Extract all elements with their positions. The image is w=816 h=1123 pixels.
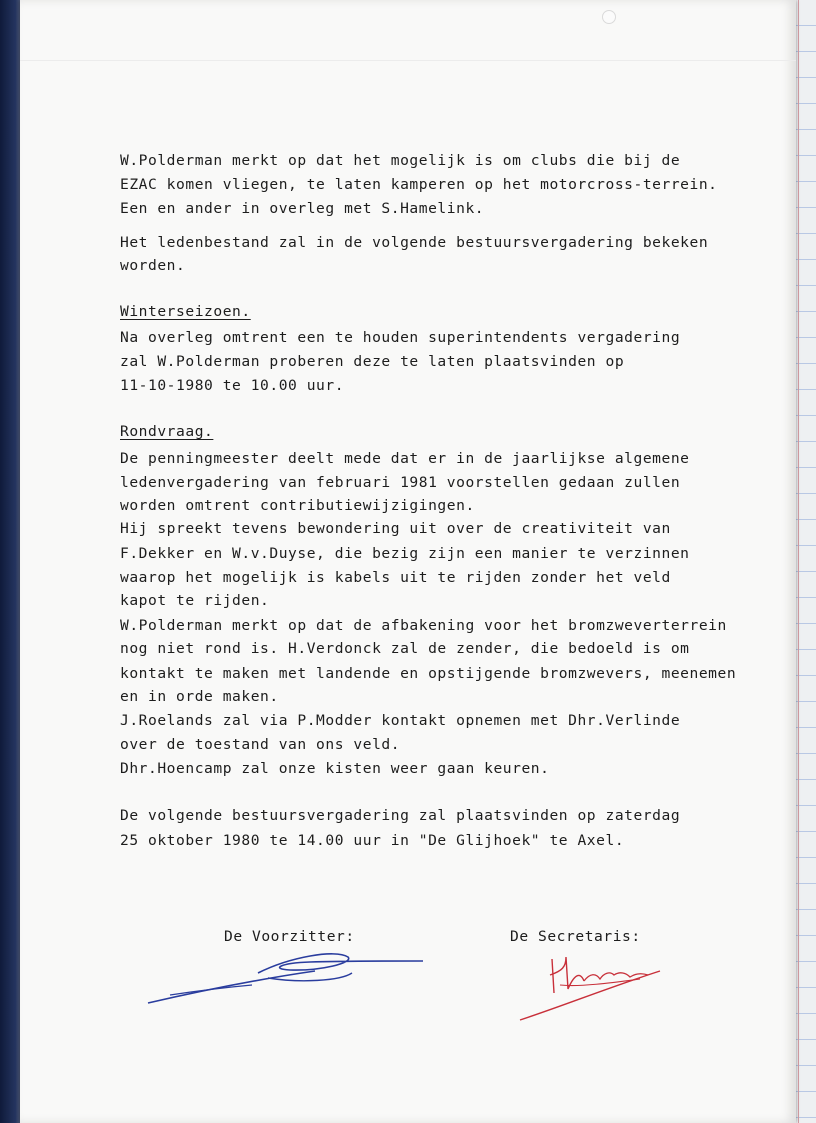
fold-line [20, 60, 796, 61]
winter-heading: Winterseizoen. [120, 303, 251, 320]
winter-line-3: 11-10-1980 te 10.00 uur. [120, 377, 345, 394]
rond-line-12: J.Roelands zal via P.Modder kontakt opnemen met Dhr.Verlinde [120, 712, 681, 729]
rond-line-14: Dhr.Hoencamp zal onze kisten weer gaan keuren. [120, 760, 550, 777]
para1-line-3: Een en ander in overleg met S.Hamelink. [120, 200, 485, 217]
rond-line-2: ledenvergadering van februari 1981 voorstellen gedaan zullen [120, 474, 681, 491]
next-meeting-line-1: De volgende bestuursvergadering zal plaatsvinden op zaterdag [120, 807, 681, 824]
para1-line-2: EZAC komen vliegen, te laten kamperen op het motorcross-terrein. [120, 176, 718, 193]
rond-heading: Rondvraag. [120, 423, 214, 440]
para2-line-2: worden. [120, 257, 186, 274]
binder-edge [0, 0, 22, 1123]
document-page [20, 0, 796, 1123]
punch-hole [602, 10, 616, 24]
rond-line-6: waarop het mogelijk is kabels uit te rijden zonder het veld [120, 569, 671, 586]
notebook-margin-line [798, 0, 799, 1123]
chair-signature [140, 945, 430, 1010]
rond-line-4: Hij spreekt tevens bewondering uit over de creativiteit van [120, 520, 671, 537]
secretary-label: De Secretaris: [510, 928, 641, 945]
rond-line-11: en in orde maken. [120, 688, 279, 705]
para1-line-1: W.Polderman merkt op dat het mogelijk is om clubs die bij de [120, 152, 681, 169]
next-meeting-line-2: 25 oktober 1980 te 14.00 uur in "De Glijhoek" te Axel. [120, 832, 625, 849]
para2-line-1: Het ledenbestand zal in de volgende bestuursvergadering bekeken [120, 234, 709, 251]
rond-line-8: W.Polderman merkt op dat de afbakening voor het bromzweverterrein [120, 617, 727, 634]
chair-label: De Voorzitter: [224, 928, 355, 945]
rond-line-10: kontakt te maken met landende en opstijgende bromzwevers, meenemen [120, 665, 737, 682]
winter-line-2: zal W.Polderman proberen deze te laten plaatsvinden op [120, 353, 625, 370]
secretary-signature [510, 945, 670, 1025]
winter-line-1: Na overleg omtrent een te houden superintendents vergadering [120, 329, 681, 346]
rond-line-13: over de toestand van ons veld. [120, 736, 401, 753]
rond-line-3: worden omtrent contributiewijzigingen. [120, 497, 475, 514]
rond-line-5: F.Dekker en W.v.Duyse, die bezig zijn een manier te verzinnen [120, 545, 690, 562]
rond-line-9: nog niet rond is. H.Verdonck zal de zender, die bedoeld is om [120, 640, 690, 657]
rond-line-7: kapot te rijden. [120, 592, 270, 609]
rond-line-1: De penningmeester deelt mede dat er in de jaarlijkse algemene [120, 450, 690, 467]
